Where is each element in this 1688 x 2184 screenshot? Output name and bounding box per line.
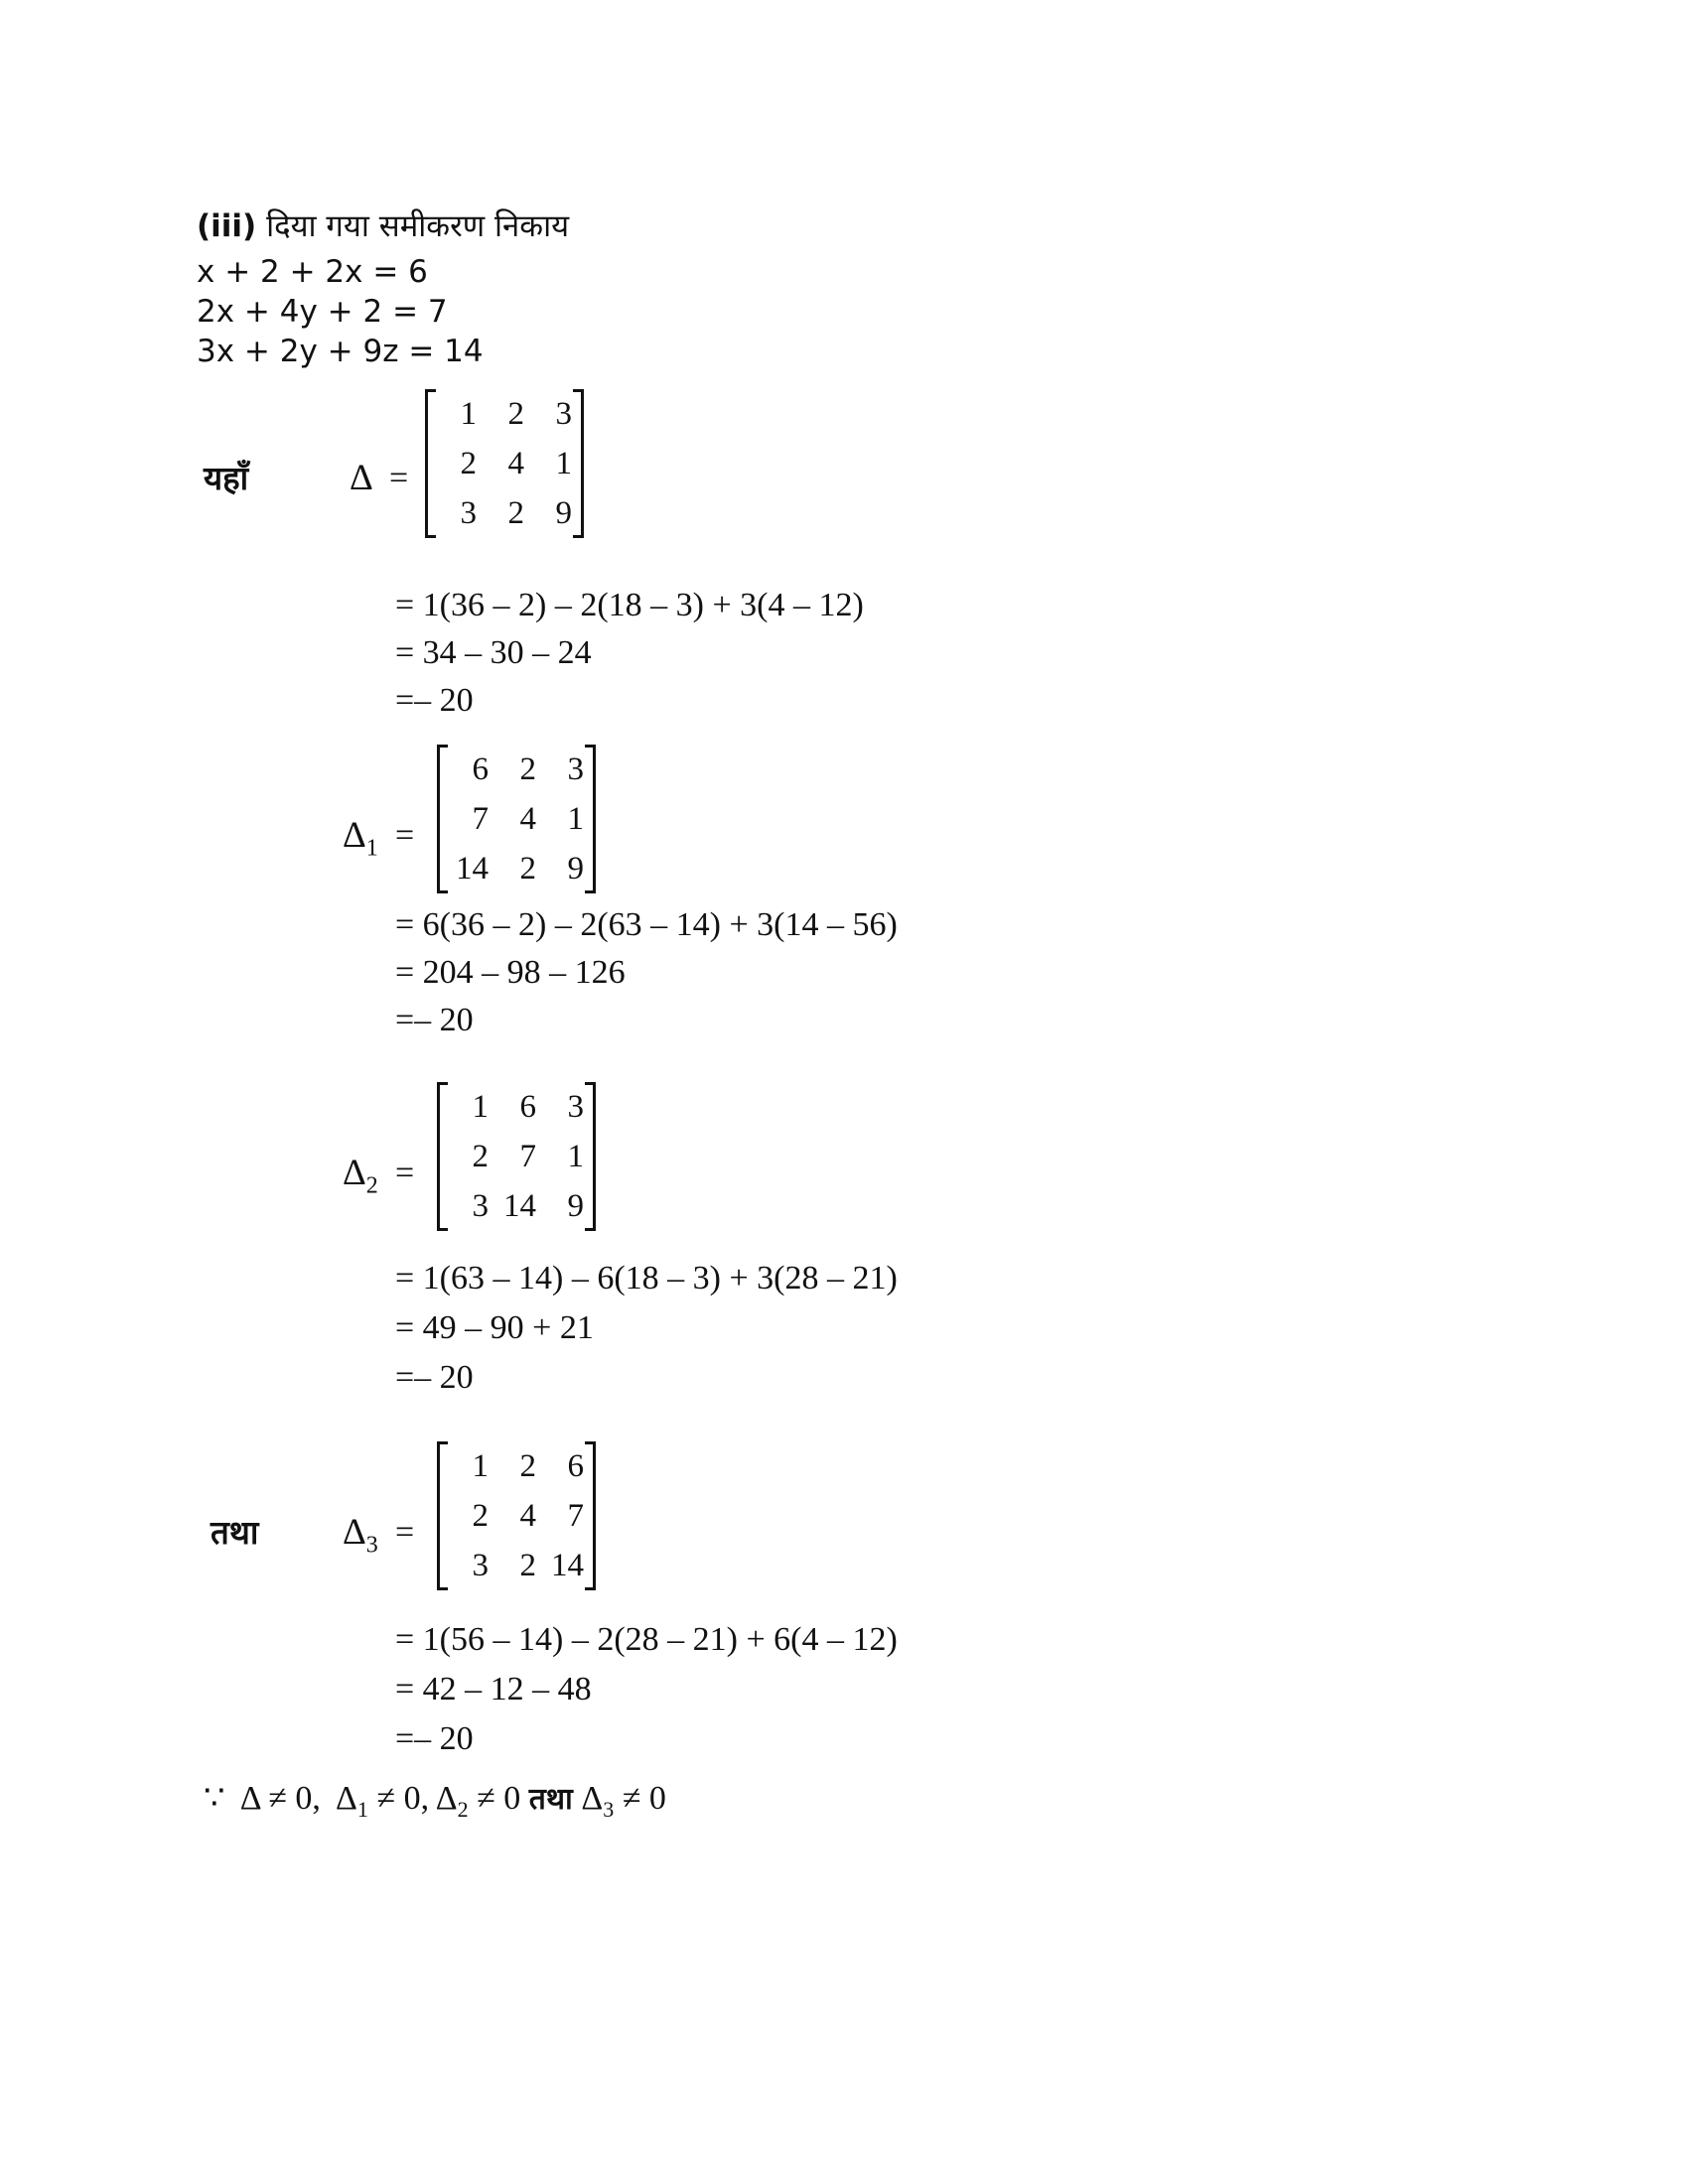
equation-2: 2x + 4y + 2 = 7: [197, 294, 448, 330]
matrix-cell: 3: [472, 1547, 489, 1583]
delta3-symbol: $\Delta_3$: [343, 1512, 378, 1559]
equation-1: x + 2 + 2x = 6: [197, 254, 428, 290]
matrix-cell: 1: [567, 1138, 584, 1174]
matrix-cell: 2: [519, 1447, 536, 1484]
delta1-nonzero: $\Delta_1 \ne 0$,: [336, 1780, 430, 1822]
matrix-cell: 3: [567, 1088, 584, 1125]
matrix-cell: 2: [519, 850, 536, 887]
section-heading: [197, 206, 569, 246]
matrix-cell: 3: [460, 494, 477, 531]
matrix-cell: 14: [503, 1187, 536, 1224]
delta-matrix: [425, 389, 584, 540]
delta-step-2: = 34 – 30 – 24: [395, 634, 592, 671]
heading-text: दिया गया समीकरण निकाय: [266, 208, 570, 244]
conclusion-and: तथा: [528, 1782, 573, 1817]
matrix-cell: 9: [567, 1187, 584, 1224]
delta2-step-2: = 49 – 90 + 21: [395, 1309, 594, 1346]
delta3-equals: =: [395, 1514, 415, 1551]
matrix-cell: 3: [567, 751, 584, 787]
delta1-result: =– 20: [395, 1002, 474, 1038]
matrix-cell: 1: [472, 1088, 489, 1125]
matrix-cell: 1: [460, 395, 477, 432]
delta3-step-1: = 1(56 – 14) – 2(28 – 21) + 6(4 – 12): [395, 1621, 898, 1658]
matrix-cell: 1: [555, 445, 572, 481]
delta3-step-2: = 42 – 12 – 48: [395, 1671, 592, 1707]
matrix-cell: 1: [472, 1447, 489, 1484]
equation-3: 3x + 2y + 9z = 14: [197, 334, 484, 369]
part-number: (iii): [197, 208, 257, 244]
matrix-cell: 2: [507, 494, 524, 531]
matrix-cell: 4: [519, 1497, 536, 1534]
delta2-nonzero: $\Delta_2 \ne 0$: [435, 1780, 521, 1822]
delta2-step-1: = 1(63 – 14) – 6(18 – 3) + 3(28 – 21): [395, 1260, 898, 1297]
matrix-cell: 6: [472, 751, 489, 787]
matrix-cell: 2: [472, 1138, 489, 1174]
matrix-cell: 2: [519, 1547, 536, 1583]
delta2-matrix: [437, 1082, 596, 1233]
delta3-result: =– 20: [395, 1720, 474, 1757]
delta1-equals: =: [395, 817, 415, 854]
matrix-cell: 2: [460, 445, 477, 481]
matrix-cell: 1: [567, 800, 584, 837]
matrix-cell: 7: [472, 800, 489, 837]
because-symbol: ∵: [204, 1780, 225, 1817]
matrix-cell: 3: [472, 1187, 489, 1224]
conclusion-line: [204, 1779, 666, 1830]
matrix-cell: 9: [567, 850, 584, 887]
delta3-matrix: [437, 1441, 596, 1592]
matrix-cell: 6: [519, 1088, 536, 1125]
delta-step-1: = 1(36 – 2) – 2(18 – 3) + 3(4 – 12): [395, 587, 864, 623]
matrix-cell: 7: [519, 1138, 536, 1174]
matrix-cell: 9: [555, 494, 572, 531]
matrix-cell: 14: [456, 850, 489, 887]
label-here: यहाँ: [204, 459, 249, 497]
matrix-cell: 4: [519, 800, 536, 837]
delta-nonzero: Δ ≠ 0,: [239, 1780, 321, 1817]
delta1-step-1: = 6(36 – 2) – 2(63 – 14) + 3(14 – 56): [395, 906, 898, 943]
delta1-step-2: = 204 – 98 – 126: [395, 954, 626, 991]
matrix-cell: 2: [519, 751, 536, 787]
matrix-cell: 3: [555, 395, 572, 432]
delta3-nonzero: $\Delta_3 \ne 0$: [581, 1780, 666, 1822]
label-and: तथा: [211, 1513, 259, 1552]
delta2-result: =– 20: [395, 1359, 474, 1396]
matrix-cell: 2: [472, 1497, 489, 1534]
delta-result: =– 20: [395, 682, 474, 719]
delta2-symbol: $\Delta_2$: [343, 1153, 378, 1199]
matrix-cell: 2: [507, 395, 524, 432]
delta2-equals: =: [395, 1155, 415, 1191]
delta1-symbol: $\Delta_1$: [343, 815, 378, 862]
matrix-cell: 4: [507, 445, 524, 481]
matrix-cell: 14: [551, 1547, 584, 1583]
matrix-cell: 7: [567, 1497, 584, 1534]
delta1-matrix: [437, 745, 596, 895]
delta-equals: =: [389, 460, 409, 496]
matrix-cell: 6: [567, 1447, 584, 1484]
delta-symbol: Δ: [350, 458, 373, 498]
